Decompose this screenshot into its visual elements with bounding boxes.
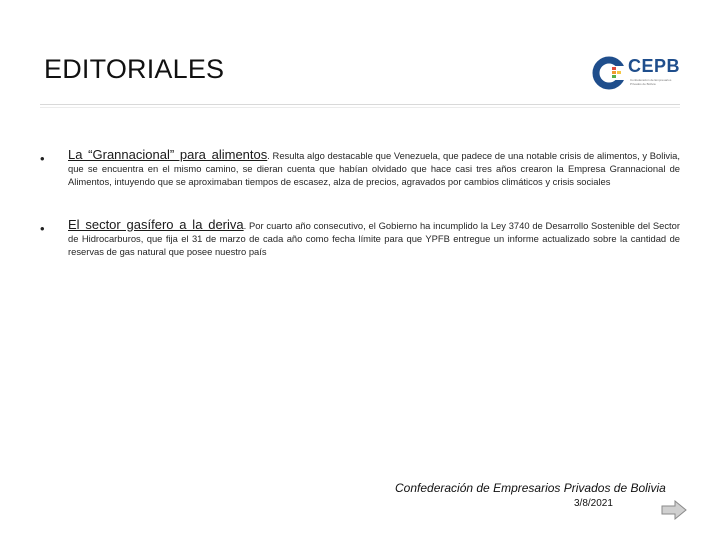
list-item-text: . Por cuarto año consecutivo, el Gobierno ha incumplido la Ley 3740 de Desarrollo Sostenible del Sector de Hidrocarburos, que fija el 31 de marzo de cada año como fecha límite para que YPFB entregue un informe actualizado sobre la cantidad de reservas de gas natural que posee nuestro país xyxy=(68,220,680,257)
footer-date: 3/8/2021 xyxy=(574,498,613,509)
list-item-title: El sector gasífero a la deriva xyxy=(68,217,244,232)
list-item-title: La “Grannacional” para alimentos xyxy=(68,147,268,162)
title-divider xyxy=(40,104,680,105)
list-item-body xyxy=(68,148,680,188)
arrow-right-icon[interactable] xyxy=(660,500,688,520)
logo-subtext: Confederación de Empresarios Privados de Bolivia xyxy=(630,78,672,86)
list-item-text: . Resulta algo destacable que Venezuela, que padece de una notable crisis de alimentos, y Bolivia, que se encuentra en el mismo camino, se dieran cuenta que habían olvidado que hace casi tres años crearon la Empresa Grannacional de Alimentos, intuyendo que se aproximaban tiempos de escasez, alza de precios, agravados por cambios climáticos y crisis sociales xyxy=(68,150,680,187)
list-item xyxy=(40,218,680,258)
logo-text: CEPB xyxy=(628,56,681,76)
list-item xyxy=(40,148,680,188)
footer-organization: Confederación de Empresarios Privados de Bolivia xyxy=(395,481,666,495)
cepb-logo xyxy=(592,54,682,94)
list-item-body xyxy=(68,218,680,258)
bullet-icon: • xyxy=(40,221,45,236)
logo-mark-icon xyxy=(592,56,626,90)
bullet-icon: • xyxy=(40,151,45,166)
page-title: EDITORIALES xyxy=(44,54,225,84)
title-divider-shadow xyxy=(40,107,680,108)
